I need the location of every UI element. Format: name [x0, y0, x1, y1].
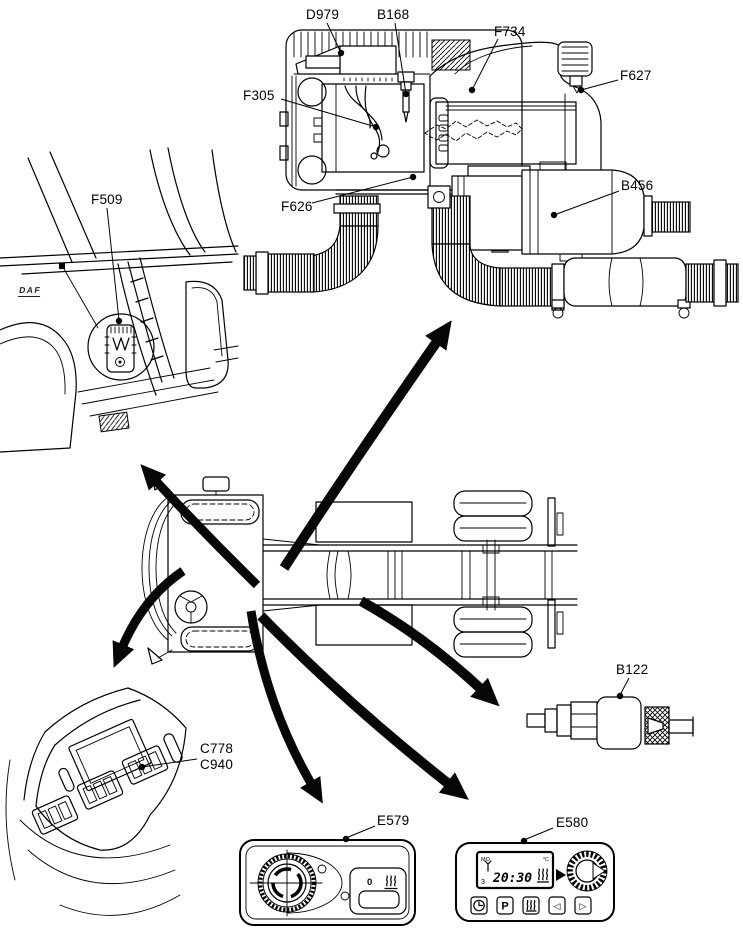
callout-f305: F305	[243, 88, 275, 103]
lcd-display	[477, 852, 553, 888]
heater-rocker-switch[interactable]	[350, 868, 406, 914]
rotary-knob[interactable]	[250, 850, 322, 916]
roof-hatch	[203, 477, 229, 491]
arrow-to-cab-interior	[155, 480, 257, 585]
dash-switch-cluster-left	[31, 795, 78, 835]
b122-fuel-pump-drawing	[527, 697, 693, 749]
rear-wheels	[454, 491, 532, 657]
callout-f734: F734	[494, 24, 526, 39]
dash-display	[68, 719, 151, 791]
lcd-temp-unit: °C	[542, 857, 549, 863]
callout-b456: B456	[621, 178, 654, 193]
rocker-off-label: 0	[367, 877, 373, 888]
combustion-chamber	[425, 98, 576, 168]
clock-icon	[474, 900, 484, 910]
lcd-heat-icon	[538, 869, 549, 882]
callout-f509: F509	[91, 192, 123, 207]
pointer-triangle-icon	[556, 869, 566, 881]
forward-button-icon: ▷	[579, 901, 587, 911]
callout-c778: C778	[200, 741, 234, 756]
sensor-location-marker	[59, 263, 65, 269]
exhaust-muffler	[552, 258, 738, 318]
callout-b122: B122	[616, 662, 649, 677]
lcd-time: 20:30	[493, 871, 533, 886]
heat-button-icon	[527, 901, 537, 912]
passenger-seat	[186, 281, 228, 388]
timer-buttons	[471, 897, 591, 914]
timer-dial[interactable]	[567, 851, 607, 891]
f509-sensor	[105, 325, 136, 372]
d979-control-unit	[340, 46, 396, 74]
pump-body	[597, 697, 641, 749]
b456-motor	[452, 162, 690, 261]
program-button-label: P	[501, 900, 509, 913]
steering-wheel	[175, 591, 207, 623]
frame-box-top	[316, 502, 412, 542]
dash-vent-left	[57, 767, 75, 793]
daf-logo: DAF	[18, 285, 43, 295]
truck-top-view-drawing	[142, 470, 577, 664]
tail-plates	[548, 498, 563, 648]
arrow-to-dashboard	[122, 571, 183, 648]
back-button-icon: ◁	[553, 901, 561, 911]
arrow-to-heater	[284, 340, 438, 568]
wiring-harness	[345, 86, 389, 159]
callout-d979: D979	[306, 7, 340, 22]
dashboard-drawing	[6, 688, 186, 915]
heat-icon	[385, 876, 397, 889]
callout-e580: E580	[556, 815, 589, 830]
callout-f626: F626	[281, 199, 313, 214]
callout-e579: E579	[377, 813, 410, 828]
callout-b168: B168	[377, 7, 410, 22]
heater-unit-drawing	[244, 30, 738, 318]
outlet-stub	[652, 202, 690, 232]
e580-timer-drawing	[456, 843, 614, 921]
callout-c940: C940	[200, 757, 234, 772]
dash-switch-cluster-mid	[76, 770, 123, 810]
dash-switch-cluster-right	[121, 745, 168, 785]
e579-control-drawing	[240, 840, 415, 925]
lcd-program: 3	[481, 879, 485, 886]
lcd-day: MO	[481, 857, 490, 863]
callout-f627: F627	[620, 68, 652, 83]
